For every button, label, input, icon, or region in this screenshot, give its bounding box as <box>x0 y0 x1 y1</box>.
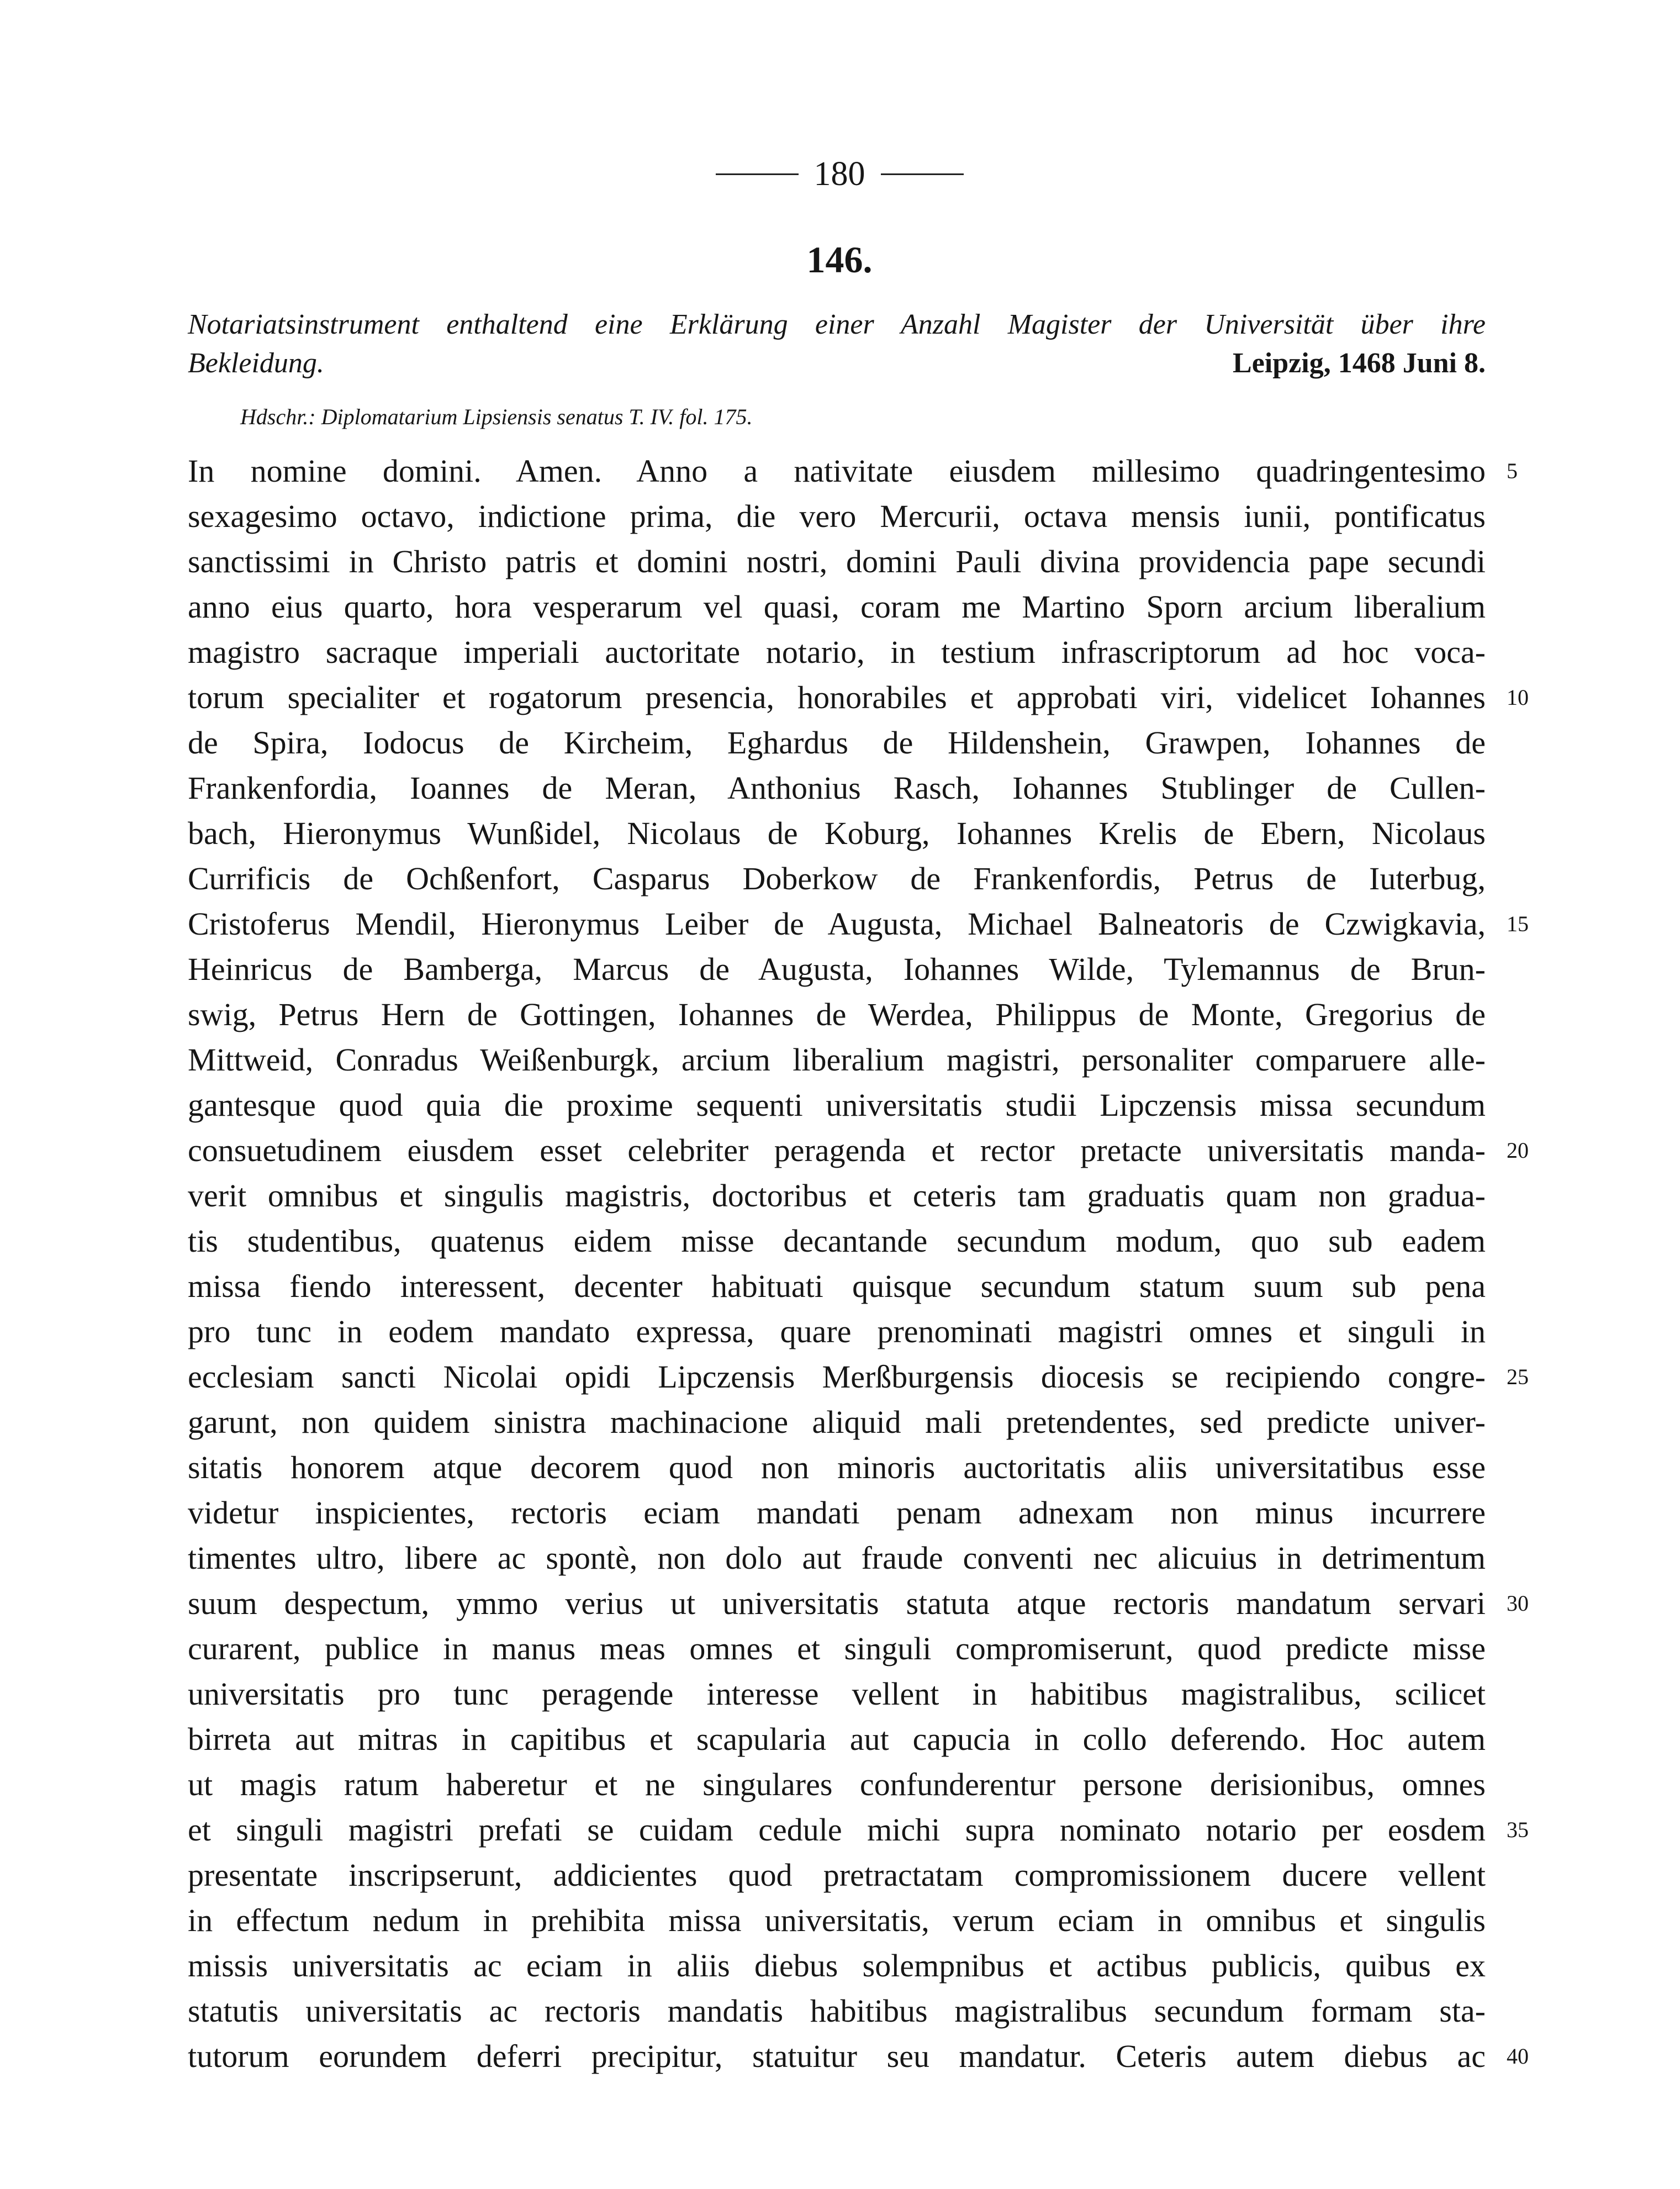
body-line <box>188 1264 1486 1309</box>
document-title-line-1: Notariatsinstrument enthaltend eine Erklärung einer Anzahl Magister der Universität über ihre <box>188 309 1486 340</box>
body-line <box>188 1309 1486 1354</box>
body-line-text: consuetudinem eiusdem esset celebriter peragenda et rector pretacte universitatis manda- <box>188 1132 1486 1168</box>
body-line <box>188 1853 1486 1898</box>
body-line-text: birreta aut mitras in capitibus et scapularia aut capucia in collo deferendo. Hoc autem <box>188 1721 1486 1757</box>
body-line-text: swig, Petrus Hern de Gottingen, Iohannes de Werdea, Philippus de Monte, Gregorius de <box>188 996 1486 1032</box>
body-line-text: Heinricus de Bamberga, Marcus de Augusta, Iohannes Wilde, Tylemannus de Brun- <box>188 951 1486 987</box>
body-line <box>188 1807 1529 1853</box>
body-line <box>188 947 1486 992</box>
body-line <box>188 1536 1486 1581</box>
body-line-text: statutis universitatis ac rectoris mandatis habitibus magistralibus secundum formam sta- <box>188 1993 1486 2029</box>
body-line-text: pro tunc in eodem mandato expressa, quare prenominati magistri omnes et singuli in <box>188 1314 1486 1349</box>
body-line-text: sanctissimi in Christo patris et domini nostri, domini Pauli divina providencia pape secundi <box>188 544 1486 579</box>
line-number: 5 <box>1507 458 1518 483</box>
body-line-text: missis universitatis ac eciam in aliis diebus solempnibus et actibus publicis, quibus ex <box>188 1948 1486 1984</box>
body-line <box>188 992 1486 1037</box>
body-line-text: sitatis honorem atque decorem quod non minoris auctoritatis aliis universitatibus esse <box>188 1449 1486 1485</box>
body-line-text: Mittweid, Conradus Weißenburgk, arcium liberalium magistri, personaliter comparuere alle- <box>188 1042 1486 1078</box>
body-line-text: et singuli magistri prefati se cuidam cedule michi supra nominato notario per eosdem <box>188 1812 1486 1848</box>
body-line <box>188 1173 1486 1219</box>
body-line <box>188 766 1486 811</box>
body-line <box>188 901 1529 947</box>
body-line-text: sexagesimo octavo, indictione prima, die vero Mercurii, octava mensis iunii, pontificatus <box>188 498 1486 534</box>
body-line-text: suum despectum, ymmo verius ut universitatis statuta atque rectoris mandatum servari <box>188 1585 1486 1621</box>
place-date: Leipzig, 1468 Juni 8. <box>1233 347 1486 379</box>
body-line-text: bach, Hieronymus Wunßidel, Nicolaus de Koburg, Iohannes Krelis de Ebern, Nicolaus <box>188 815 1486 851</box>
body-line <box>188 539 1486 584</box>
body-line <box>188 1671 1486 1717</box>
body-line <box>188 811 1486 856</box>
body-line <box>188 1762 1486 1807</box>
body-line <box>188 1037 1486 1083</box>
body-line <box>188 2034 1529 2079</box>
body-line <box>188 1943 1486 1988</box>
body-line <box>188 720 1486 766</box>
body-text <box>188 449 1529 2079</box>
body-line-text: ecclesiam sancti Nicolai opidi Lipczensis Merßburgensis diocesis se recipiendo congre- <box>188 1359 1486 1395</box>
body-line-text: verit omnibus et singulis magistris, doctoribus et ceteris tam graduatis quam non gradua- <box>188 1178 1486 1214</box>
body-line <box>188 1083 1486 1128</box>
body-line-text: Currificis de Ochßenfort, Casparus Doberkow de Frankenfordis, Petrus de Iuterbug, <box>188 861 1486 896</box>
document-number: 146. <box>806 239 873 281</box>
body-line <box>188 1354 1529 1400</box>
line-number: 25 <box>1507 1364 1529 1389</box>
body-line <box>188 1626 1486 1671</box>
body-line-text: magistro sacraque imperiali auctoritate notario, in testium infrascriptorum ad hoc voca- <box>188 634 1486 670</box>
body-line-text: de Spira, Iodocus de Kircheim, Eghardus de Hildenshein, Grawpen, Iohannes de <box>188 725 1486 761</box>
body-line <box>188 1581 1529 1626</box>
body-line <box>188 1445 1486 1490</box>
body-line-text: timentes ultro, libere ac spontè, non dolo aut fraude conventi nec alicuius in detrimentum <box>188 1540 1486 1576</box>
line-number: 35 <box>1507 1817 1529 1842</box>
body-line <box>188 1988 1486 2034</box>
body-line <box>188 1717 1486 1762</box>
body-line-text: ut magis ratum haberetur et ne singulares confunderentur persone derisionibus, omnes <box>188 1766 1486 1802</box>
body-line <box>188 1490 1486 1536</box>
body-line <box>188 675 1529 720</box>
document-title-line-2: Bekleidung. <box>188 347 324 379</box>
body-line <box>188 1898 1486 1943</box>
body-line-text: In nomine domini. Amen. Anno a nativitate eiusdem millesimo quadringentesimo <box>188 453 1486 489</box>
body-line-text: tis studentibus, quatenus eidem misse decantande secundum modum, quo sub eadem <box>188 1223 1486 1259</box>
body-line-text: tutorum eorundem deferri precipitur, statuitur seu mandatur. Ceteris autem diebus ac <box>188 2038 1486 2074</box>
body-line-text: torum specialiter et rogatorum presencia, honorabiles et approbati viri, videlicet Iohannes <box>188 679 1486 715</box>
body-line-text: garunt, non quidem sinistra machinacione aliquid mali pretendentes, sed predicte univer- <box>188 1404 1486 1440</box>
body-line-text: Cristoferus Mendil, Hieronymus Leiber de Augusta, Michael Balneatoris de Czwigkavia, <box>188 906 1486 942</box>
line-number: 10 <box>1507 685 1529 710</box>
manuscript-source: Hdschr.: Diplomatarium Lipsiensis senatus T. IV. fol. 175. <box>240 404 753 429</box>
body-line-text: universitatis pro tunc peragende interesse vellent in habitibus magistralibus, scilicet <box>188 1676 1486 1712</box>
body-line-text: missa fiendo interessent, decenter habituati quisque secundum statum suum sub pena <box>188 1268 1486 1304</box>
body-line <box>188 1219 1486 1264</box>
body-line-text: videtur inspicientes, rectoris eciam mandati penam adnexam non minus incurrere <box>188 1495 1486 1531</box>
body-line <box>188 1128 1529 1173</box>
body-line <box>188 449 1518 494</box>
body-line-text: gantesque quod quia die proxime sequenti universitatis studii Lipczensis missa secundum <box>188 1087 1486 1123</box>
body-line-text: Frankenfordia, Ioannes de Meran, Anthonius Rasch, Iohannes Stublinger de Cullen- <box>188 770 1486 806</box>
body-line <box>188 856 1486 901</box>
body-line-text: anno eius quarto, hora vesperarum vel quasi, coram me Martino Sporn arcium liberalium <box>188 589 1486 625</box>
body-line <box>188 1400 1486 1445</box>
body-line-text: curarent, publice in manus meas omnes et singuli compromiserunt, quod predicte misse <box>188 1631 1486 1666</box>
body-line-text: in effectum nedum in prehibita missa universitatis, verum eciam in omnibus et singulis <box>188 1902 1486 1938</box>
body-line <box>188 494 1486 539</box>
line-number: 30 <box>1507 1591 1529 1616</box>
body-line <box>188 630 1486 675</box>
line-number: 40 <box>1507 2044 1529 2069</box>
body-line-text: presentate inscripserunt, addicientes quod pretractatam compromissionem ducere vellent <box>188 1857 1486 1893</box>
line-number: 15 <box>1507 911 1529 936</box>
page-number-text: 180 <box>813 155 865 193</box>
line-number: 20 <box>1507 1138 1529 1163</box>
body-line <box>188 584 1486 630</box>
page-number-rule-left <box>716 173 799 175</box>
page-number-rule-right <box>881 173 964 175</box>
page-number <box>674 149 1005 199</box>
